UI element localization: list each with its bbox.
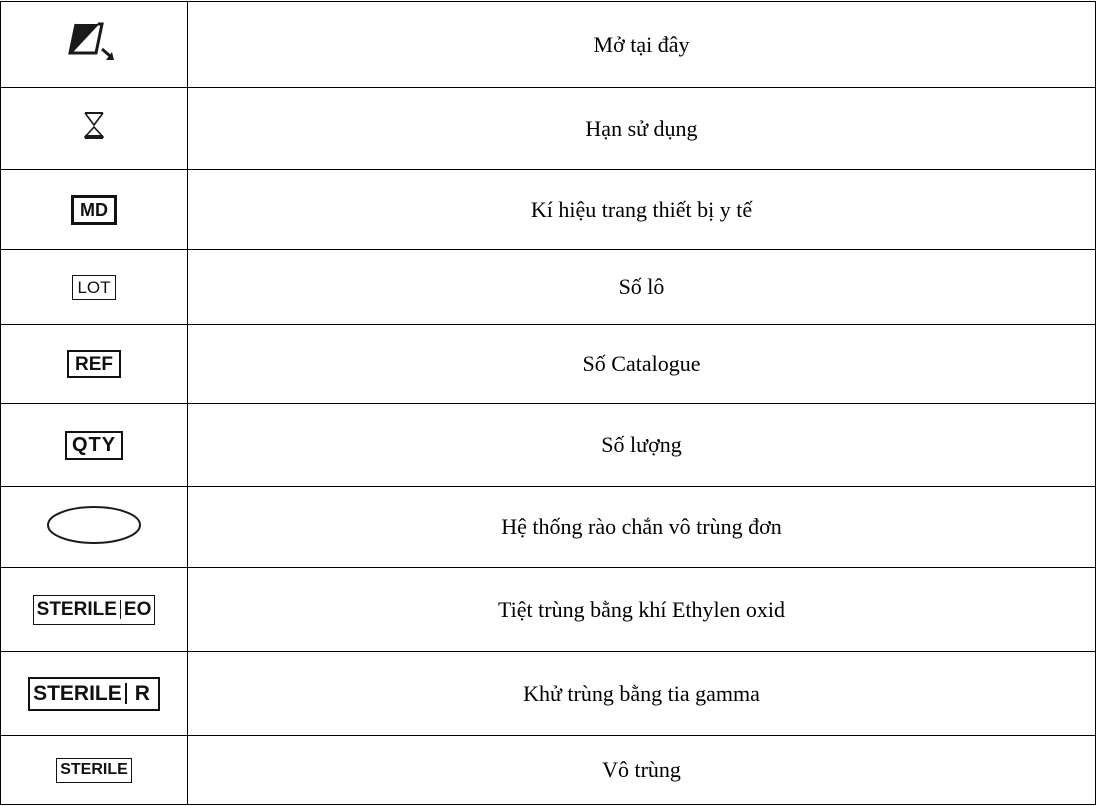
- sterile-text: STERILE: [33, 682, 122, 705]
- icon-cell: [1, 404, 188, 487]
- icon-cell: [1, 487, 188, 568]
- icon-cell: [1, 250, 188, 325]
- symbol-label: Kí hiệu trang thiết bị y tế: [188, 170, 1096, 250]
- symbol-label: Mở tại đây: [188, 2, 1096, 88]
- r-text: R: [125, 683, 158, 704]
- table-row: [1, 325, 1096, 404]
- icon-cell: [1, 325, 188, 404]
- ref-icon: REF: [67, 350, 121, 378]
- table-row: [1, 736, 1096, 805]
- icon-cell: [1, 88, 188, 170]
- table-row: [1, 487, 1096, 568]
- sterile-r-icon: [28, 677, 160, 711]
- open-here-icon: [68, 22, 120, 62]
- symbol-label: Tiệt trùng bằng khí Ethylen oxid: [188, 568, 1096, 652]
- symbol-label: Hạn sử dụng: [188, 88, 1096, 170]
- table-row: [1, 404, 1096, 487]
- sterile-icon: STERILE: [56, 758, 132, 783]
- hourglass-icon: [84, 111, 104, 141]
- symbol-label: Số Catalogue: [188, 325, 1096, 404]
- sterile-text: STERILE: [36, 599, 117, 620]
- symbol-label: Số lô: [188, 250, 1096, 325]
- md-icon: MD: [71, 195, 117, 225]
- table-row: [1, 170, 1096, 250]
- table-row: [1, 568, 1096, 652]
- sterile-eo-icon: [33, 595, 156, 625]
- table-row: [1, 2, 1096, 88]
- eo-text: EO: [120, 600, 154, 619]
- symbols-table: [0, 1, 1096, 805]
- single-sterile-barrier-icon: [45, 504, 143, 546]
- symbol-label: Khử trùng bằng tia gamma: [188, 652, 1096, 736]
- symbol-label: Hệ thống rào chắn vô trùng đơn: [188, 487, 1096, 568]
- icon-cell: [1, 736, 188, 805]
- lot-icon: LOT: [72, 275, 115, 300]
- symbol-label: Vô trùng: [188, 736, 1096, 805]
- icon-cell: [1, 568, 188, 652]
- table-row: [1, 88, 1096, 170]
- table-row: [1, 250, 1096, 325]
- symbol-label: Số lượng: [188, 404, 1096, 487]
- table-row: [1, 652, 1096, 736]
- icon-cell: [1, 170, 188, 250]
- icon-cell: [1, 2, 188, 88]
- qty-icon: QTY: [65, 431, 123, 460]
- icon-cell: [1, 652, 188, 736]
